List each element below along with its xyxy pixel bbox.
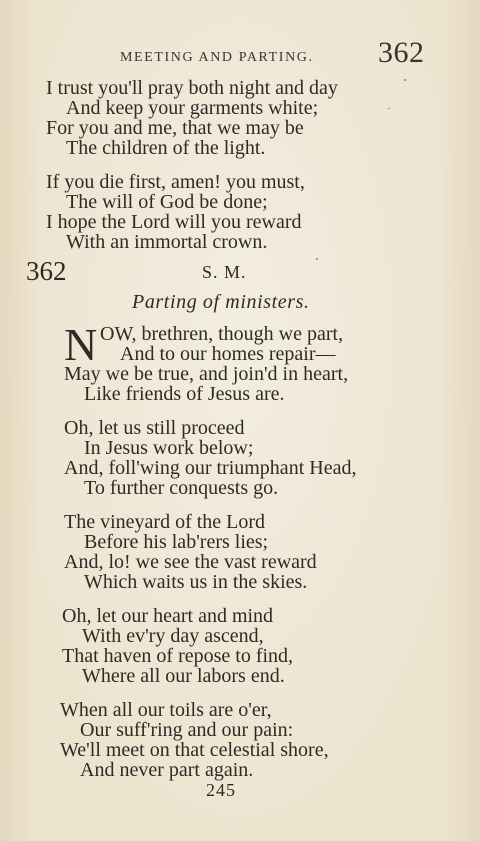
page-number: 362 xyxy=(378,36,425,69)
paper-speck xyxy=(316,258,318,260)
hymn-title: Parting of ministers. xyxy=(132,291,310,313)
paper-speck xyxy=(404,79,406,81)
verse-line: And to our homes repair— xyxy=(120,343,336,365)
verse-line: If you die first, amen! you must, xyxy=(46,171,305,193)
verse-line: With an immortal crown. xyxy=(66,231,268,253)
verse-line: For you and me, that we may be xyxy=(46,117,304,139)
verse-line: The vineyard of the Lord xyxy=(64,511,266,533)
verse-line: And never part again. xyxy=(80,759,254,781)
verse-line: Like friends of Jesus are. xyxy=(84,383,285,405)
hymn-heading xyxy=(0,256,480,292)
verse-line: Oh, let us still proceed xyxy=(64,417,245,439)
paper-speck xyxy=(388,108,390,109)
verse-line: I hope the Lord will you reward xyxy=(46,211,302,233)
verse-line: And keep your garments white; xyxy=(66,97,319,119)
folio-number: 245 xyxy=(206,780,236,800)
verse-line: Oh, let our heart and mind xyxy=(62,605,274,627)
verse-line: And, foll'wing our triumphant Head, xyxy=(64,457,357,479)
verse-line: Before his lab'rers lies; xyxy=(84,531,269,553)
verse-line: That haven of repose to find, xyxy=(62,645,294,667)
verse-line: With ev'ry day ascend, xyxy=(82,625,264,647)
verse-line: To further conquests go. xyxy=(84,477,279,499)
verse-line: Where all our labors end. xyxy=(82,665,285,687)
hymn-number: 362 xyxy=(26,256,67,286)
verse-line: I trust you'll pray both night and day xyxy=(46,77,338,99)
verse-line: The children of the light. xyxy=(66,137,266,159)
running-title: MEETING AND PARTING. xyxy=(120,50,314,65)
verse-line: And, lo! we see the vast reward xyxy=(64,551,317,573)
verse-line: In Jesus work below; xyxy=(84,437,254,459)
verse-line: Our suff'ring and our pain: xyxy=(80,719,294,741)
verse-line: The will of God be done; xyxy=(66,191,268,213)
hymn-meter: S. M. xyxy=(202,262,247,282)
verse-line: OW, brethren, though we part, xyxy=(100,323,344,345)
verse-line: Which waits us in the skies. xyxy=(84,571,308,593)
verse-line: May we be true, and join'd in heart, xyxy=(64,363,349,385)
verse-line: When all our toils are o'er, xyxy=(60,699,272,721)
page-header xyxy=(0,36,480,76)
verse-line: We'll meet on that celestial shore, xyxy=(60,739,329,761)
drop-cap: N xyxy=(64,319,98,370)
